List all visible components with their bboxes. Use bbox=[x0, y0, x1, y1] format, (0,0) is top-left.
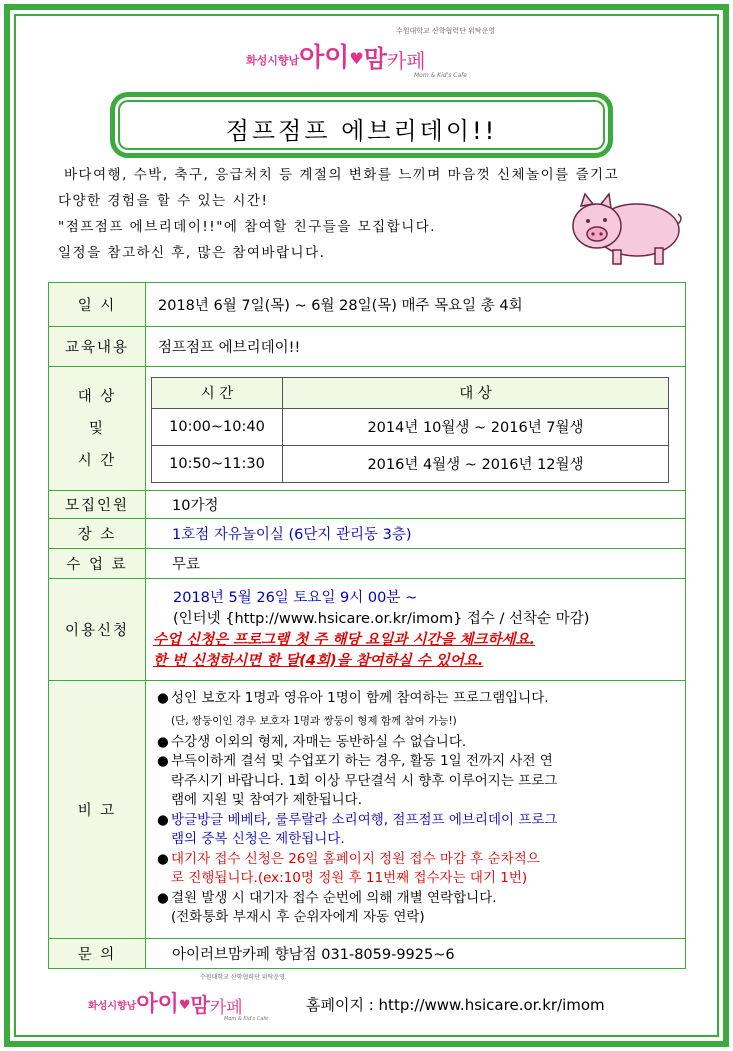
row-label-place: 장 소 bbox=[49, 519, 146, 549]
subtable-header bbox=[152, 377, 669, 408]
logo-prefix: 화성시향남 bbox=[246, 54, 300, 67]
place-value: 1호점 자유놀이실 (6단지 관리동 3층) bbox=[146, 519, 686, 549]
table-row bbox=[49, 367, 686, 491]
table-row bbox=[49, 283, 686, 327]
table-row bbox=[49, 939, 686, 969]
info-table bbox=[48, 282, 686, 969]
row-label-schedule: 일 시 bbox=[49, 283, 146, 327]
logo-english: Mom & Kid's Cafe bbox=[224, 1016, 269, 1022]
list-item bbox=[157, 733, 684, 753]
logo-name-c: 카페 bbox=[209, 998, 243, 1018]
homepage-link[interactable]: 홈페이지 : http://www.hsicare.or.kr/imom bbox=[306, 996, 605, 1014]
intro-text bbox=[58, 164, 619, 268]
note-text: 성인 보호자 1명과 영유아 1명이 함께 참여하는 프로그램입니다. bbox=[171, 690, 549, 707]
remarks-cell bbox=[146, 681, 686, 939]
schedule-value: 2018년 6월 7일(목) ~ 6월 28일(목) 매주 목요일 총 4회 bbox=[146, 283, 686, 327]
logo-subtitle: 수원대학교 산학협력단 위탁운영 bbox=[396, 27, 496, 35]
apply-warning-2: 한 번 신청하시면 한 달(4회)을 참여하실 수 있어요. bbox=[153, 652, 484, 669]
target-label-2: 및 bbox=[88, 420, 105, 437]
note-text: 램에 지원 및 참여가 제한됩니다. bbox=[171, 792, 362, 809]
target-subtable bbox=[151, 377, 669, 483]
bullet-icon: ● bbox=[157, 889, 169, 906]
row-label-target bbox=[49, 367, 146, 491]
slot-time: 10:50~11:30 bbox=[152, 445, 283, 482]
logo-name-b: 맘 bbox=[363, 45, 387, 73]
intro-line: 다양한 경험을 할 수 있는 시간! bbox=[58, 193, 269, 209]
note-text: 결원 발생 시 대기자 접수 순번에 의해 개별 연락합니다. bbox=[171, 889, 497, 906]
logo-subtitle: 수원대학교 산학협력단 위탁운영 bbox=[200, 974, 285, 981]
logo-english: Mom & Kid's Cafe bbox=[414, 72, 467, 79]
bullet-icon: ● bbox=[157, 811, 169, 828]
list-item bbox=[157, 889, 684, 909]
target-cell bbox=[146, 367, 686, 491]
intro-line: 바다여행, 수박, 축구, 응급처치 등 계절의 변화를 느끼며 마음껏 신체놀이를 즐기고 bbox=[64, 167, 620, 183]
apply-warning-1: 수업 신청은 프로그램 첫 주 해당 요일과 시간을 체크하세요. bbox=[153, 631, 536, 648]
logo-name-b: 맘 bbox=[190, 993, 210, 1017]
page-title: 점프점프 에브리데이!! bbox=[225, 117, 498, 145]
note-sub: (전화통화 부재시 후 순위자에게 자동 연락) bbox=[171, 909, 425, 926]
apply-date: 2018년 5월 26일 토요일 9시 00분 ~ bbox=[173, 589, 418, 606]
slot-time: 10:00~10:40 bbox=[152, 408, 283, 445]
table-row bbox=[49, 491, 686, 519]
col-time-header: 시 간 bbox=[152, 377, 283, 408]
row-label-content: 교육내용 bbox=[49, 327, 146, 367]
note-text: 방글방글 베베타, 룰루랄라 소리여행, 점프점프 에브리데이 프로그 bbox=[171, 811, 558, 828]
list-item bbox=[157, 850, 684, 889]
col-target-header: 대 상 bbox=[283, 377, 669, 408]
apply-method: (인터넷 {http://www.hsicare.or.kr/imom} 접수 / 선착순 마감) bbox=[173, 610, 590, 627]
title-box bbox=[110, 92, 613, 158]
note-text: 락주시기 바랍니다. 1회 이상 무단결석 시 향후 이루어지는 프로그 bbox=[171, 772, 558, 789]
note-text: 램의 중복 신청은 제한됩니다. bbox=[171, 831, 345, 848]
intro-line: "점프점프 에브리데이!!"에 참여할 친구들을 모집합니다. bbox=[58, 219, 437, 235]
target-label-3: 시 간 bbox=[77, 452, 117, 469]
bullet-icon: ● bbox=[157, 733, 169, 750]
logo-name-a: 아이 bbox=[136, 992, 179, 1017]
logo-name-c: 카페 bbox=[386, 49, 426, 73]
note-sub: (단, 쌍둥이인 경우 보호자 1명과 쌍둥이 형제 함께 참여 가능!) bbox=[171, 714, 457, 727]
heart-icon: ♥ bbox=[349, 49, 364, 68]
table-row bbox=[152, 408, 669, 445]
table-row bbox=[49, 327, 686, 367]
row-label-contact: 문 의 bbox=[49, 939, 146, 969]
logo-prefix: 화성시향남 bbox=[88, 1001, 137, 1012]
table-row bbox=[49, 579, 686, 681]
contact-value: 아이러브맘카페 향남점 031-8059-9925~6 bbox=[146, 939, 686, 969]
table-row bbox=[49, 681, 686, 939]
slot-target: 2014년 10월생 ~ 2016년 7월생 bbox=[283, 408, 669, 445]
list-item bbox=[157, 811, 684, 850]
table-row bbox=[49, 519, 686, 549]
row-label-remarks: 비 고 bbox=[49, 681, 146, 939]
note-text: 대기자 접수 신청은 26일 홈페이지 정원 접수 마감 후 순차적으 bbox=[171, 850, 540, 867]
pig-illustration bbox=[563, 190, 683, 270]
list-item bbox=[157, 689, 684, 709]
cafe-logo bbox=[246, 27, 496, 79]
footer-logo bbox=[88, 974, 285, 1022]
target-label-1: 대 상 bbox=[77, 388, 117, 405]
list-item bbox=[157, 752, 684, 811]
recruit-value: 10가정 bbox=[146, 491, 686, 519]
heart-icon: ♥ bbox=[178, 998, 191, 1013]
table-row bbox=[49, 549, 686, 579]
content-value: 점프점프 에브리데이!! bbox=[146, 327, 686, 367]
fee-value: 무료 bbox=[146, 549, 686, 579]
intro-line: 일정을 참고하신 후, 많은 참여바랍니다. bbox=[58, 245, 326, 261]
bullet-icon: ● bbox=[157, 690, 169, 707]
logo-name-a: 아이 bbox=[299, 43, 350, 73]
row-label-recruit: 모집인원 bbox=[49, 491, 146, 519]
row-label-fee: 수 업 료 bbox=[49, 549, 146, 579]
slot-target: 2016년 4월생 ~ 2016년 12월생 bbox=[283, 445, 669, 482]
note-text: 부득이하게 결석 및 수업포기 하는 경우, 활동 1일 전까지 사전 연 bbox=[171, 753, 553, 770]
row-label-apply: 이용신청 bbox=[49, 579, 146, 681]
table-row bbox=[152, 445, 669, 482]
note-text: 로 진행됩니다.(ex:10명 정원 후 11번째 접수자는 대기 1번) bbox=[171, 870, 528, 887]
remarks-list bbox=[147, 687, 684, 932]
note-text: 수강생 이외의 형제, 자매는 동반하실 수 없습니다. bbox=[171, 733, 467, 750]
bullet-icon: ● bbox=[157, 753, 169, 770]
bullet-icon: ● bbox=[157, 850, 169, 867]
apply-cell bbox=[146, 579, 686, 681]
